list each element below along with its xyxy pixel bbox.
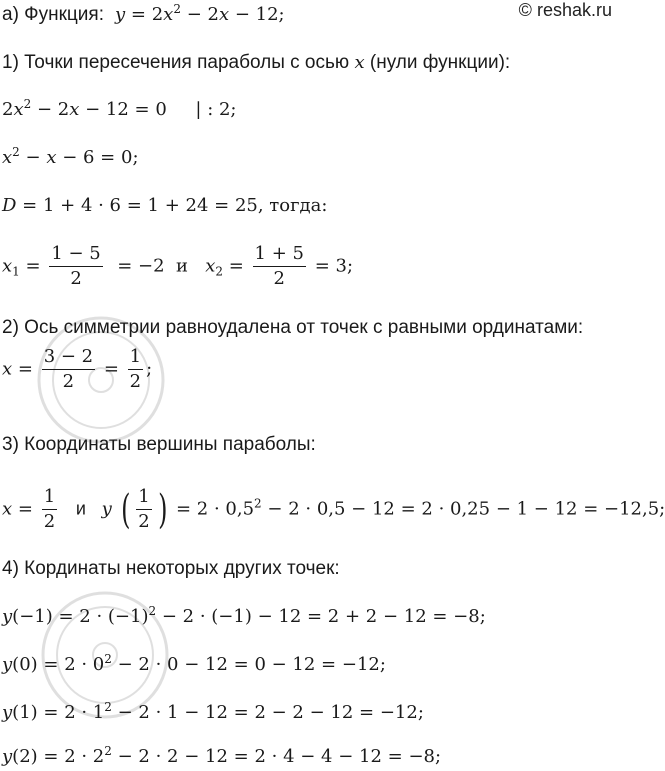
function-header: а) Функция: $y = 2x^2 - 2x - 12$; bbox=[2, 2, 285, 25]
symmetry-axis-line: x = $\frac{3 - 2}{2}$ = $\frac{1}{2}$ ; bbox=[2, 346, 153, 392]
point-line: $y(-1) = 2 \cdot (-1)^2 - 2 \cdot (-1) - 12 = 2 + 2 - 12 = -8$; bbox=[2, 604, 486, 627]
point-line: $y(1) = 2 \cdot 1^2 - 2 \cdot 1 - 12 = 2 - 2 - 12 = -12$; bbox=[2, 700, 424, 723]
equation-line: $x^2 - x - 6 = 0$; bbox=[2, 145, 139, 168]
site-brand: © reshak.ru bbox=[518, 0, 612, 20]
roots-line: $x_1$ = $\frac{1 - 5}{2}$ = −2 и $x_2$ = $\frac{1 + 5}{2}$ = 3; bbox=[2, 243, 354, 289]
discriminant-line: D = 1 + 4 · 6 = 1 + 24 = 25, тогда: bbox=[2, 195, 328, 216]
section-3-title: 3) Координаты вершины параболы: bbox=[2, 434, 316, 455]
section-1-title: 1) Точки пересечения параболы с осью x (нули функции): bbox=[2, 52, 511, 73]
equation-line: $2x^2 - 2x - 12 = 0$ | : 2; bbox=[2, 97, 237, 120]
section-2-title: 2) Ось симметрии равноудалена от точек с равными ординатами: bbox=[2, 317, 584, 338]
section-4-title: 4) Кординаты некоторых других точек: bbox=[2, 558, 340, 579]
vertex-line: x = $\frac{1}{2}$ и y ( $\frac{1}{2}$ ) = $2 \cdot 0,5^2 - 2 \cdot 0,5 - 12 = 2 \cdot 0,25 - 1 - 12 = -12,5$; bbox=[2, 486, 665, 533]
point-line: $y(2) = 2 \cdot 2^2 - 2 \cdot 2 - 12 = 2 \cdot 4 - 4 - 12 = -8$; bbox=[2, 744, 442, 767]
point-line: $y(0) = 2 \cdot 0^2 - 2 \cdot 0 - 12 = 0 - 12 = -12$; bbox=[2, 652, 386, 675]
